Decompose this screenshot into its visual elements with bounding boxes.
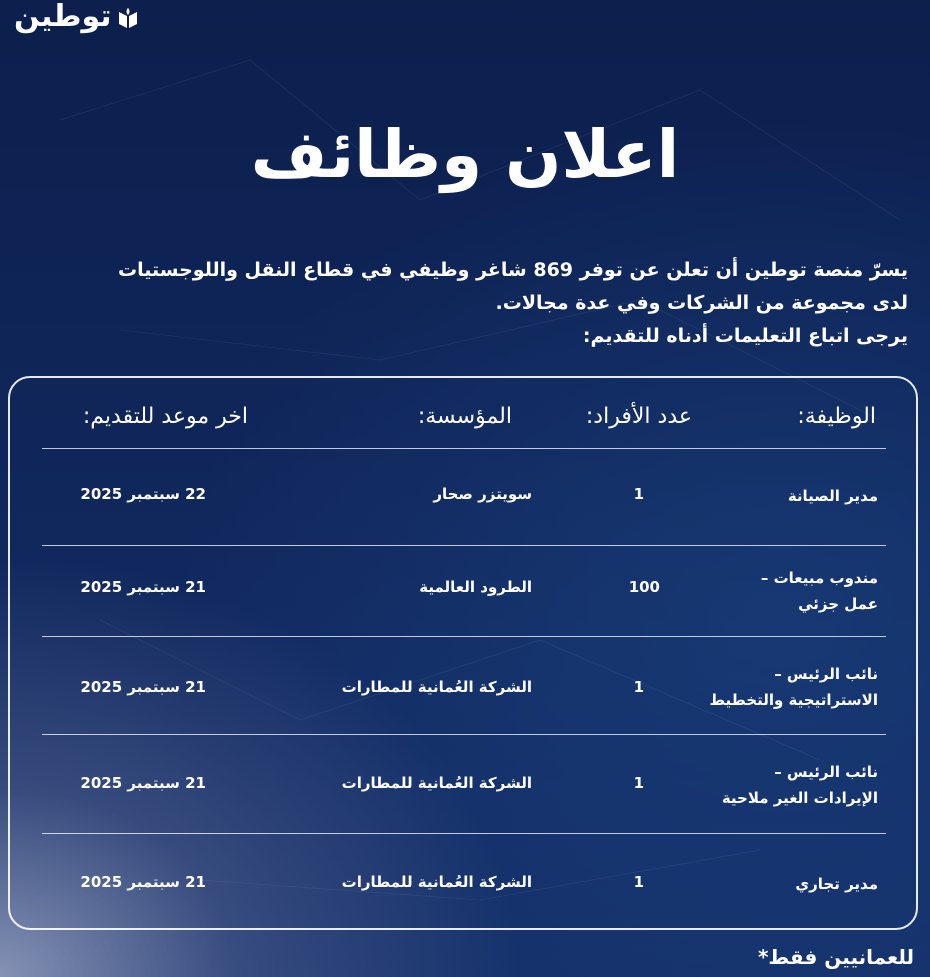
- intro-line-2: لدى مجموعة من الشركات وفي عدة مجالات.: [495, 292, 908, 314]
- row-2-job-line-1: مندوب مبيعات –: [760, 569, 878, 587]
- row-4-count: 1: [633, 774, 644, 792]
- row-2-count: 100: [628, 578, 660, 596]
- header-job: الوظيفة:: [797, 404, 876, 429]
- row-divider: [42, 545, 886, 546]
- row-3-deadline: 21 سبتمبر 2025: [80, 678, 206, 696]
- row-1-count: 1: [633, 485, 644, 503]
- row-4-job-line-2: الإيرادات الغير ملاحية: [721, 789, 878, 807]
- row-5-org: الشركة العُمانية للمطارات: [341, 873, 532, 891]
- row-1-deadline: 22 سبتمبر 2025: [80, 485, 206, 503]
- row-3-job-line-1: نائب الرئيس –: [774, 665, 878, 683]
- row-divider: [42, 636, 886, 637]
- brand-name: توطين: [14, 0, 112, 34]
- row-5-count: 1: [633, 873, 644, 891]
- row-5-deadline: 21 سبتمبر 2025: [80, 873, 206, 891]
- intro-line-3: يرجى اتباع التعليمات أدناه للتقديم:: [582, 325, 908, 347]
- row-4-org: الشركة العُمانية للمطارات: [341, 774, 532, 792]
- intro-line-1: يسرّ منصة توطين أن تعلن عن توفر 869 شاغر وظيفي في قطاع النقل واللوجستيات: [118, 259, 908, 281]
- row-2-job-line-2: عمل جزئي: [798, 595, 878, 613]
- row-1-org: سويتزر صحار: [433, 485, 532, 503]
- jobs-table: [8, 376, 918, 930]
- footnote: للعمانيين فقط*: [757, 945, 914, 969]
- wheat-book-icon: [116, 4, 140, 30]
- row-2-org: الطرود العالمية: [419, 578, 532, 596]
- header-deadline: اخر موعد للتقديم:: [82, 404, 248, 429]
- row-3-job-line-2: الاستراتيجية والتخطيط: [709, 691, 878, 709]
- row-4-job-line-1: نائب الرئيس –: [774, 763, 878, 781]
- page-title: اعلان وظائف: [250, 116, 680, 193]
- header-org: المؤسسة:: [417, 404, 512, 429]
- row-3-count: 1: [633, 678, 644, 696]
- header-count: عدد الأفراد:: [585, 404, 692, 429]
- row-2-deadline: 21 سبتمبر 2025: [80, 578, 206, 596]
- header-divider: [42, 448, 886, 449]
- intro-text: [28, 254, 908, 353]
- row-divider: [42, 833, 886, 834]
- brand-logo[interactable]: [14, 2, 140, 32]
- row-3-org: الشركة العُمانية للمطارات: [341, 678, 532, 696]
- row-1-job: مدير الصيانة: [787, 487, 878, 505]
- row-4-deadline: 21 سبتمبر 2025: [80, 774, 206, 792]
- row-5-job: مدير تجاري: [795, 875, 878, 893]
- row-divider: [42, 734, 886, 735]
